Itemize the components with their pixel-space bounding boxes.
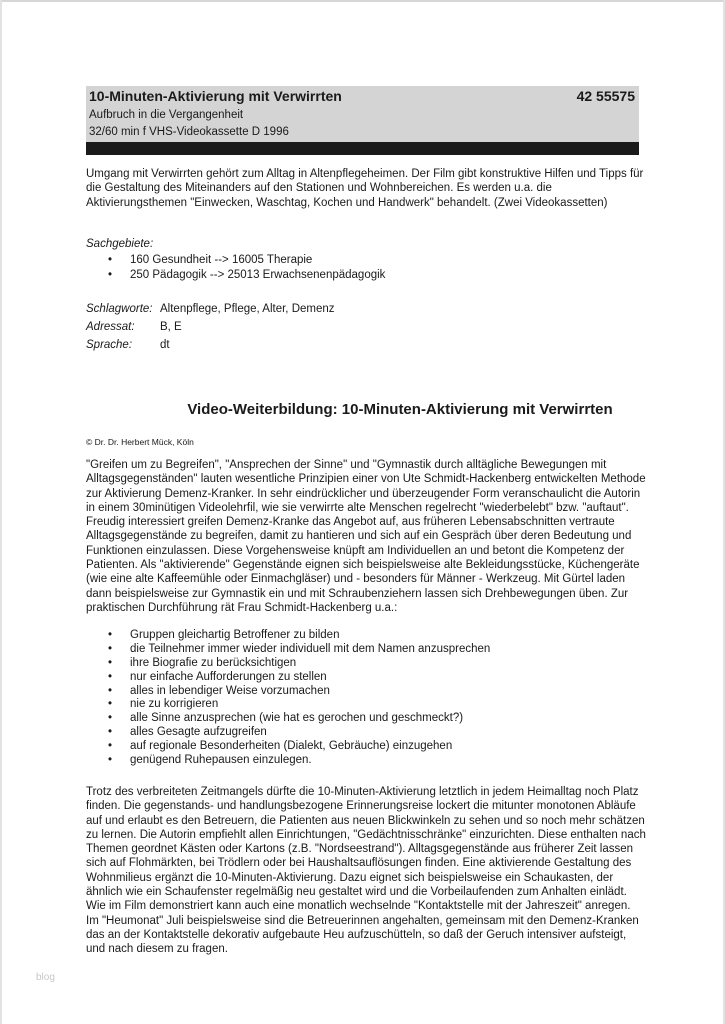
bullet-icon: • xyxy=(108,740,113,753)
header-media: 32/60 min f VHS-Videokassette D 1996 xyxy=(89,126,289,138)
list-item xyxy=(86,629,490,643)
list-item-text: 160 Gesundheit --> 16005 Therapie xyxy=(130,254,313,266)
list-item xyxy=(86,685,490,699)
article-copyright: © Dr. Dr. Herbert Mück, Köln xyxy=(86,437,194,447)
schlagworte-label: Schlagworte: xyxy=(86,303,153,315)
list-item xyxy=(86,740,490,754)
bullet-icon: • xyxy=(108,698,113,711)
header-number: 42 55575 xyxy=(576,88,635,104)
list-item xyxy=(86,268,385,283)
list-item xyxy=(86,657,490,671)
sachgebiete-label: Sachgebiete: xyxy=(86,238,154,250)
article-title: Video-Weiterbildung: 10-Minuten-Aktivierung mit Verwirrten xyxy=(187,401,613,418)
article-paragraph-2: Trotz des verbreiteten Zeitmangels dürfte die 10-Minuten-Aktivierung letztlich in jedem Heimalltag noch Platz finden. Die gegenstands- und handlungsbezogene Erinnerungsreise lockert die mitunter monotonen Abläufe auf und erlaubt es den Betreuern, die Patienten aus neuen Blickwinkeln zu sehen und so noch mehr schätzen zu lernen. Die Autorin empfiehlt allen Einrichtungen, "Gedächtnisschränke" einzurichten. Diese enthalten nach Themen geordnet Kästen oder Kartons (z.B. "Nordseestrand"). Alltagsgegenstände aus früherer Zeit lassen sich auf Flohmärkten, bei Trödlern oder bei Haushaltsauflösungen finden. Eine aktivierende Gestaltung des Wohnmilieus ergänzt die 10-Minuten-Aktivierung. Dazu eignet sich beispielsweise ein Schaukasten, der ähnlich wie ein Schaufenster regelmäßig neu gestaltet wird und die Vorbeilaufenden zum Anhalten einlädt. Wie im Film demonstriert kann auch eine monatlich wechselnde "Kontaktstelle mit der Jahreszeit" anregen. Im "Heumonat" Juli beispielsweise sind die Betreuerinnen angehalten, gemeinsam mit den Demenz-Kranken das an der Kontaktstelle dekorativ aufgebaute Heu aufzuschütteln, so daß der Geruch intensiver aufsteigt, und nach diesem zu fragen. xyxy=(86,786,646,956)
schlagworte-value: Altenpflege, Pflege, Alter, Demenz xyxy=(160,303,335,315)
sachgebiete-list xyxy=(86,253,385,283)
list-item-text: 250 Pädagogik --> 25013 Erwachsenenpädagogik xyxy=(130,269,386,281)
header-title: 10-Minuten-Aktivierung mit Verwirrten xyxy=(89,88,342,104)
list-item-text: alles Gesagte aufzugreifen xyxy=(130,726,267,739)
list-item-text: nie zu korrigieren xyxy=(130,698,219,711)
list-item xyxy=(86,712,490,726)
list-item-text: alles in lebendiger Weise vorzumachen xyxy=(130,684,330,697)
bullet-icon: • xyxy=(108,254,113,266)
list-item-text: die Teilnehmer immer wieder individuell mit dem Namen anzusprechen xyxy=(130,642,491,655)
list-item-text: Gruppen gleichartig Betroffener zu bilden xyxy=(130,629,340,641)
article-paragraph-1: "Greifen um zu Begreifen", "Ansprechen der Sinne" und "Gymnastik durch alltägliche Bewegungen mit Alltagsgegenständen" lauten wesentliche Prinzipien einer von Ute Schmidt-Hackenberg entwickelten Methode zur Aktivierung Demenz-Kranker. In sehr eindrücklicher und überzeugender Form veranschaulicht die Autorin in einem 30minütigen Videolehrfil, wie sie verwirrte alte Menschen regelrecht "wiederbelebt" bzw. "auftaut". Freudig interessiert greifen Demenz-Kranke das Angebot auf, aus früheren Lebensabschnitten vertraute Alltagsgegenstände zu begreifen, damit zu hantieren und sich auf ein Gespräch über deren Bedeutung und Funktionen einzulassen. Diese Vorgehensweise knüpft am Individuellen an und betont die Kompetenz der Patienten. Als "aktivierende" Gegenstände eignen sich beispielsweise alte Bekleidungsstücke, Küchengeräte (wie eine alte Kaffeemühle oder Einmachgläser) und - besonders für Männer - Werkzeug. Mit Gürtel laden dann beispielsweise zur Gymnastik ein und mit Schraubenziehern lassen sich Drehbewegungen üben. Zur praktischen Durchführung rät Frau Schmidt-Hackenberg u.a.: xyxy=(86,459,646,614)
list-item-text: alle Sinne anzusprechen (wie hat es gerochen und geschmeckt?) xyxy=(130,712,464,725)
intro-paragraph: Umgang mit Verwirrten gehört zum Alltag in Altenpflegeheimen. Der Film gibt konstruktive Hilfen und Tipps für die Gestaltung des Miteinanders auf den Stationen und Wohnbereichen. Es werden u.a. die Aktivierungsthemen "Einwecken, Waschtag, Kochen und Handwerk" behandelt. (Zwei Videokassetten) xyxy=(86,168,644,209)
bullet-icon: • xyxy=(108,712,113,725)
sprache-value: dt xyxy=(160,339,170,351)
list-item xyxy=(86,726,490,740)
adressat-value: B, E xyxy=(160,321,182,333)
page-edge-left xyxy=(0,0,2,1024)
list-item xyxy=(86,253,385,268)
adressat-label: Adressat: xyxy=(86,321,135,333)
header-box xyxy=(86,86,639,142)
bullet-icon: • xyxy=(108,726,113,739)
list-item xyxy=(86,754,490,768)
list-item xyxy=(86,671,490,685)
bullet-icon: • xyxy=(108,754,113,767)
list-item-text: genügend Ruhepausen einzulegen. xyxy=(130,754,312,767)
page-edge-top xyxy=(0,0,725,2)
tips-list xyxy=(86,629,490,768)
bullet-icon: • xyxy=(108,684,113,697)
bullet-icon: • xyxy=(108,670,113,683)
list-item-text: ihre Biografie zu berücksichtigen xyxy=(130,656,297,669)
list-item-text: auf regionale Besonderheiten (Dialekt, Gebräuche) einzugehen xyxy=(130,740,453,753)
header-divider-bar xyxy=(86,142,639,155)
bullet-icon: • xyxy=(108,269,113,281)
watermark-text: blog xyxy=(36,972,55,983)
list-item-text: nur einfache Aufforderungen zu stellen xyxy=(130,670,327,683)
list-item xyxy=(86,643,490,657)
list-item xyxy=(86,698,490,712)
bullet-icon: • xyxy=(108,629,113,641)
bullet-icon: • xyxy=(108,656,113,669)
bullet-icon: • xyxy=(108,642,113,655)
sprache-label: Sprache: xyxy=(86,339,133,351)
header-subtitle: Aufbruch in die Vergangenheit xyxy=(89,109,244,121)
